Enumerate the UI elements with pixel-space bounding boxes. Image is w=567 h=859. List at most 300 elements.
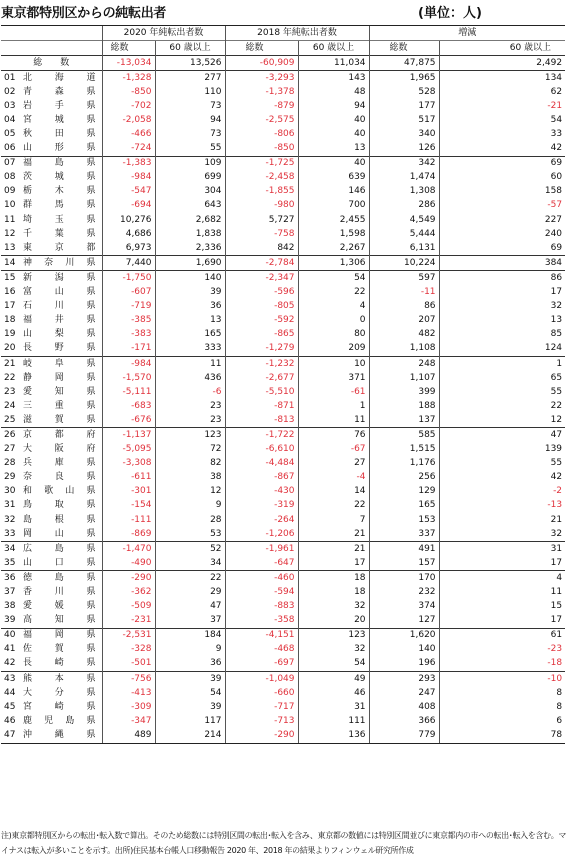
net-2020-60plus: 36 [155,657,225,672]
net-2018-total: -460 [225,571,298,586]
prefecture-code: 23 [4,386,16,397]
net-2020-60plus: 53 [155,527,225,542]
table-row [1,471,565,485]
net-2018-60plus: 146 [298,185,369,199]
change-total: 528 [369,85,439,99]
table-row [1,127,565,141]
prefecture-name: 長野県 [23,343,96,354]
change-total: 232 [369,585,439,599]
net-2020-total: -171 [102,342,155,357]
prefecture-name: 福井県 [23,315,96,326]
prefecture-code: 16 [4,287,16,298]
table-row [1,686,565,700]
prefecture-code: 25 [4,414,16,425]
table-row [1,356,565,371]
net-2020-total: -413 [102,686,155,700]
table-row [1,399,565,413]
change-total: 585 [369,428,439,443]
change-60plus: 6 [439,714,565,728]
prefecture-code: 22 [4,372,16,383]
net-2020-total: -1,750 [102,271,155,286]
prefecture-code: 03 [4,100,16,111]
net-2018-60plus: 20 [298,614,369,629]
change-60plus: 85 [439,328,565,342]
change-total: 170 [369,571,439,586]
prefecture-code: 12 [4,228,16,239]
net-2018-total: -592 [225,314,298,328]
change-60plus: 11 [439,585,565,599]
change-60plus: 124 [439,342,565,357]
change-60plus: 61 [439,628,565,643]
prefecture-code: 47 [1,728,23,743]
prefecture-code: 13 [4,242,16,253]
prefecture-code: 01 [1,71,23,86]
net-2018-total: -594 [225,585,298,599]
change-60plus: 55 [439,385,565,399]
net-2018-total: -3,293 [225,71,298,86]
change-total: 196 [369,657,439,672]
change-total: 337 [369,527,439,542]
change-60plus: 4 [439,571,565,586]
change-total: 6,131 [369,241,439,256]
change-total: 1,108 [369,342,439,357]
prefecture-code: 05 [4,129,16,140]
net-2020-60plus: 110 [155,85,225,99]
net-2020-60plus: 699 [155,171,225,185]
change-60plus: 47 [439,428,565,443]
prefecture-code: 09 [4,186,16,197]
net-2020-60plus: 47 [155,600,225,614]
net-2018-60plus: 40 [298,127,369,141]
net-2018-total: -358 [225,614,298,629]
net-2020-60plus: 36 [155,300,225,314]
prefecture-name: 三重県 [23,400,96,411]
change-60plus: 86 [439,271,565,286]
net-2020-total: -850 [102,85,155,99]
net-2018-total: -468 [225,643,298,657]
net-2020-total: -5,111 [102,385,155,399]
change-total: 779 [369,728,439,743]
table-row [1,457,565,471]
prefecture-code: 08 [4,172,16,183]
net-2018-total: -290 [225,728,298,743]
net-2018-60plus: 32 [298,643,369,657]
net-2018-60plus: 80 [298,328,369,342]
change-total: -11 [369,286,439,300]
net-2020-total: -328 [102,643,155,657]
net-2018-60plus: 22 [298,499,369,513]
table-row [1,672,565,687]
net-2020-total: -683 [102,399,155,413]
change-total: 86 [369,300,439,314]
header-2020: 2020 年純転出者数 [102,26,225,41]
prefecture-code: 45 [4,701,16,712]
table-row [1,213,565,227]
table-row [1,700,565,714]
net-2018-total: -1,725 [225,156,298,171]
prefecture-name: 滋賀県 [23,414,96,425]
change-60plus: 33 [439,127,565,141]
table-row [1,241,565,256]
table-row [1,499,565,513]
net-2018-60plus: 17 [298,556,369,571]
change-total: 517 [369,113,439,127]
change-total: 597 [369,271,439,286]
table-row [1,556,565,571]
change-60plus: 12 [439,413,565,428]
net-2018-60plus: 21 [298,527,369,542]
table-row [1,271,565,286]
change-total: 153 [369,513,439,527]
change-60plus: 17 [439,614,565,629]
net-2020-total: -111 [102,513,155,527]
change-60plus: 134 [439,71,565,86]
prefecture-code: 32 [4,514,16,525]
prefecture-code: 07 [1,156,23,171]
change-60plus: 1 [439,356,565,371]
net-2020-total: -984 [102,356,155,371]
net-2018-total: -850 [225,142,298,157]
change-total: 5,444 [369,227,439,241]
net-2020-total: 4,686 [102,227,155,241]
prefecture-name: 静岡県 [23,372,96,383]
table-row [1,328,565,342]
prefecture-code: 33 [4,528,16,539]
net-2018-60plus: 1 [298,399,369,413]
change-60plus: 17 [439,286,565,300]
table-row [1,227,565,241]
table-row [1,728,565,743]
prefecture-name: 宮崎県 [23,701,96,712]
net-2018-60plus: 7 [298,513,369,527]
net-2018-total: -264 [225,513,298,527]
prefecture-name: 愛知県 [23,386,96,397]
net-2018-60plus: 48 [298,85,369,99]
net-2018-total: -6,610 [225,443,298,457]
net-2018-total: -865 [225,328,298,342]
net-2018-total: -879 [225,99,298,113]
prefecture-name: 秋田県 [23,129,96,140]
change-60plus: 8 [439,686,565,700]
prefecture-name: 福岡県 [23,628,102,643]
net-2018-total: -980 [225,199,298,213]
net-2020-60plus: 23 [155,399,225,413]
net-2020-total: -347 [102,714,155,728]
net-2020-total: -3,308 [102,457,155,471]
net-2018-60plus: 31 [298,700,369,714]
net-2020-total: -501 [102,657,155,672]
net-2018-60plus: 123 [298,628,369,643]
net-2018-60plus: 40 [298,113,369,127]
prefecture-code: 43 [1,672,23,687]
net-2018-60plus: 18 [298,585,369,599]
header-2018-total: 総数 [225,41,298,56]
net-2018-60plus: -4 [298,471,369,485]
prefecture-name: 鳥取県 [23,500,96,511]
table-row [1,156,565,171]
change-total: 127 [369,614,439,629]
header-2018: 2018 年純転出者数 [225,26,369,41]
net-2018-total: -596 [225,286,298,300]
net-2020-60plus: 22 [155,571,225,586]
net-2018-60plus: 14 [298,485,369,499]
net-2020-60plus: 39 [155,700,225,714]
change-60plus: -13 [439,499,565,513]
prefecture-name: 徳島県 [23,571,102,586]
table-row [1,443,565,457]
net-2018-60plus: 13 [298,142,369,157]
net-2018-60plus: 11 [298,413,369,428]
change-total: 165 [369,499,439,513]
total-change-total: 47,875 [369,56,439,71]
net-2018-60plus: 209 [298,342,369,357]
net-2018-60plus: 40 [298,156,369,171]
net-2018-total: 5,727 [225,213,298,227]
prefecture-name: 岡山県 [23,528,96,539]
table-row [1,657,565,672]
net-2020-total: 489 [102,728,155,743]
change-total: 129 [369,485,439,499]
change-60plus: 22 [439,399,565,413]
prefecture-name: 岩手県 [23,100,96,111]
net-2020-total: -2,531 [102,628,155,643]
change-60plus: -21 [439,99,565,113]
header-2018-60plus: 60 歳以上 [298,41,369,56]
change-60plus: 55 [439,457,565,471]
total-net-2018-total: -60,909 [225,56,298,71]
prefecture-name: 香川県 [23,587,96,598]
change-total: 4,549 [369,213,439,227]
net-2018-total: -867 [225,471,298,485]
prefecture-name: 群馬県 [23,200,96,211]
prefecture-name: 岐阜県 [23,356,102,371]
net-2020-60plus: 2,336 [155,241,225,256]
net-2018-60plus: -61 [298,385,369,399]
prefecture-name: 宮城県 [23,114,96,125]
net-2018-60plus: 2,267 [298,241,369,256]
net-2020-60plus: 52 [155,542,225,557]
prefecture-name: 熊本県 [23,672,102,687]
net-2018-60plus: 76 [298,428,369,443]
net-2020-total: -154 [102,499,155,513]
net-2020-total: -607 [102,286,155,300]
change-total: 366 [369,714,439,728]
prefecture-code: 42 [4,658,16,669]
net-2020-60plus: 184 [155,628,225,643]
net-2018-total: -2,458 [225,171,298,185]
net-2020-60plus: 117 [155,714,225,728]
prefecture-code: 37 [4,587,16,598]
prefecture-name: 福島県 [23,156,102,171]
total-net-2020-total: -13,034 [102,56,155,71]
prefecture-code: 10 [4,200,16,211]
net-2020-60plus: 643 [155,199,225,213]
net-2020-60plus: 9 [155,499,225,513]
net-2018-60plus: 639 [298,171,369,185]
net-2020-60plus: 13 [155,314,225,328]
net-2020-total: -547 [102,185,155,199]
net-2020-60plus: 34 [155,556,225,571]
net-2018-60plus: 18 [298,571,369,586]
net-2018-total: -5,510 [225,385,298,399]
net-2020-60plus: 333 [155,342,225,357]
change-60plus: 17 [439,556,565,571]
change-total: 374 [369,600,439,614]
net-2020-60plus: 12 [155,485,225,499]
change-60plus: 13 [439,314,565,328]
prefecture-code: 20 [4,343,16,354]
net-2020-60plus: 109 [155,156,225,171]
table-row [1,485,565,499]
page-title: 東京都特別区からの純転出者 [1,6,167,21]
total-label: 総 数 [1,56,102,71]
prefecture-name: 島根県 [23,514,96,525]
net-2020-60plus: 37 [155,614,225,629]
table-row [1,371,565,385]
net-2020-60plus: 38 [155,471,225,485]
change-total: 1,176 [369,457,439,471]
net-2020-total: -1,570 [102,371,155,385]
net-2020-total: -756 [102,672,155,687]
net-2020-60plus: 82 [155,457,225,471]
table-row [1,256,565,271]
net-2018-total: -4,151 [225,628,298,643]
prefecture-code: 26 [1,428,23,443]
change-total: 1,474 [369,171,439,185]
change-total: 207 [369,314,439,328]
table-row [1,171,565,185]
net-2020-60plus: -6 [155,385,225,399]
net-2020-60plus: 23 [155,413,225,428]
net-2020-60plus: 214 [155,728,225,743]
change-total: 248 [369,356,439,371]
net-2020-60plus: 55 [155,142,225,157]
prefecture-code: 19 [4,329,16,340]
net-2020-total: -466 [102,127,155,141]
net-2020-60plus: 123 [155,428,225,443]
net-2018-total: -430 [225,485,298,499]
prefecture-code: 30 [4,486,16,497]
net-2020-total: -984 [102,171,155,185]
net-2018-total: -2,677 [225,371,298,385]
table-row [1,99,565,113]
net-2018-60plus: -67 [298,443,369,457]
prefecture-code: 28 [4,458,16,469]
prefecture-code: 02 [4,86,16,97]
net-2020-total: -290 [102,571,155,586]
prefecture-name: 富山県 [23,287,96,298]
table-row [1,286,565,300]
net-2020-60plus: 140 [155,271,225,286]
prefecture-code: 14 [1,256,23,271]
net-2018-60plus: 136 [298,728,369,743]
net-2020-total: -724 [102,142,155,157]
prefecture-name: 栃木県 [23,186,96,197]
change-total: 342 [369,156,439,171]
prefecture-code: 27 [4,444,16,455]
net-2018-total: -2,575 [225,113,298,127]
change-60plus: -18 [439,657,565,672]
net-2018-60plus: 27 [298,457,369,471]
table-row [1,199,565,213]
change-total: 1,965 [369,71,439,86]
change-total: 1,515 [369,443,439,457]
change-60plus: 31 [439,542,565,557]
change-60plus: 78 [439,728,565,743]
net-2020-total: -1,328 [102,71,155,86]
footnote: 注)東京都特別区からの転出･転入数で算出。そのため総数には特別区間の転出･転入を含み、東京都の数値には特別区間並びに東京都内の市への転出･転入を含む。マイナスは転入が多いことを示す。出所)住民基本台帳人口移動報告 2020 年、2018 年の結果よりフィンウェル研究所作成 [1,831,566,855]
prefecture-name: 兵庫県 [23,458,96,469]
net-2018-60plus: 49 [298,672,369,687]
change-total: 10,224 [369,256,439,271]
net-2020-60plus: 9 [155,643,225,657]
prefecture-name: 奈良県 [23,472,96,483]
change-total: 1,107 [369,371,439,385]
change-total: 188 [369,399,439,413]
total-row [1,56,565,71]
table-row [1,113,565,127]
prefecture-name: 新潟県 [23,271,102,286]
prefecture-name: 長崎県 [23,658,96,669]
net-2018-total: -4,484 [225,457,298,471]
header-2020-total: 総数 [102,41,155,56]
net-2018-total: -1,049 [225,672,298,687]
net-2020-total: -702 [102,99,155,113]
net-2018-total: -319 [225,499,298,513]
net-2018-60plus: 46 [298,686,369,700]
table-row [1,428,565,443]
prefecture-name: 千葉県 [23,228,96,239]
prefecture-code: 18 [4,315,16,326]
prefecture-code: 21 [1,356,23,371]
net-2020-total: -5,095 [102,443,155,457]
change-60plus: 240 [439,227,565,241]
net-2018-60plus: 700 [298,199,369,213]
net-2020-total: -2,058 [102,113,155,127]
net-2018-60plus: 54 [298,271,369,286]
net-2018-total: 842 [225,241,298,256]
net-2020-total: 10,276 [102,213,155,227]
header-change: 増減 [369,26,565,41]
net-2020-total: 7,440 [102,256,155,271]
change-60plus: 42 [439,471,565,485]
prefecture-code: 46 [4,715,16,726]
net-2020-60plus: 11 [155,356,225,371]
net-2020-total: -509 [102,600,155,614]
net-2020-60plus: 72 [155,443,225,457]
net-2020-total: -385 [102,314,155,328]
table-row [1,542,565,557]
net-2018-60plus: 1,598 [298,227,369,241]
table-row [1,527,565,542]
net-2020-total: -383 [102,328,155,342]
prefecture-code: 44 [4,687,16,698]
net-2018-60plus: 4 [298,300,369,314]
table-row [1,643,565,657]
change-60plus: 8 [439,700,565,714]
net-2018-total: -871 [225,399,298,413]
change-60plus: 15 [439,600,565,614]
net-2018-total: -805 [225,300,298,314]
net-2018-total: -813 [225,413,298,428]
change-total: 340 [369,127,439,141]
header-2020-60plus: 60 歳以上 [155,41,225,56]
net-2018-total: -883 [225,600,298,614]
table-row [1,413,565,428]
change-60plus: 32 [439,527,565,542]
net-2018-60plus: 1,306 [298,256,369,271]
prefecture-name: 石川県 [23,301,96,312]
